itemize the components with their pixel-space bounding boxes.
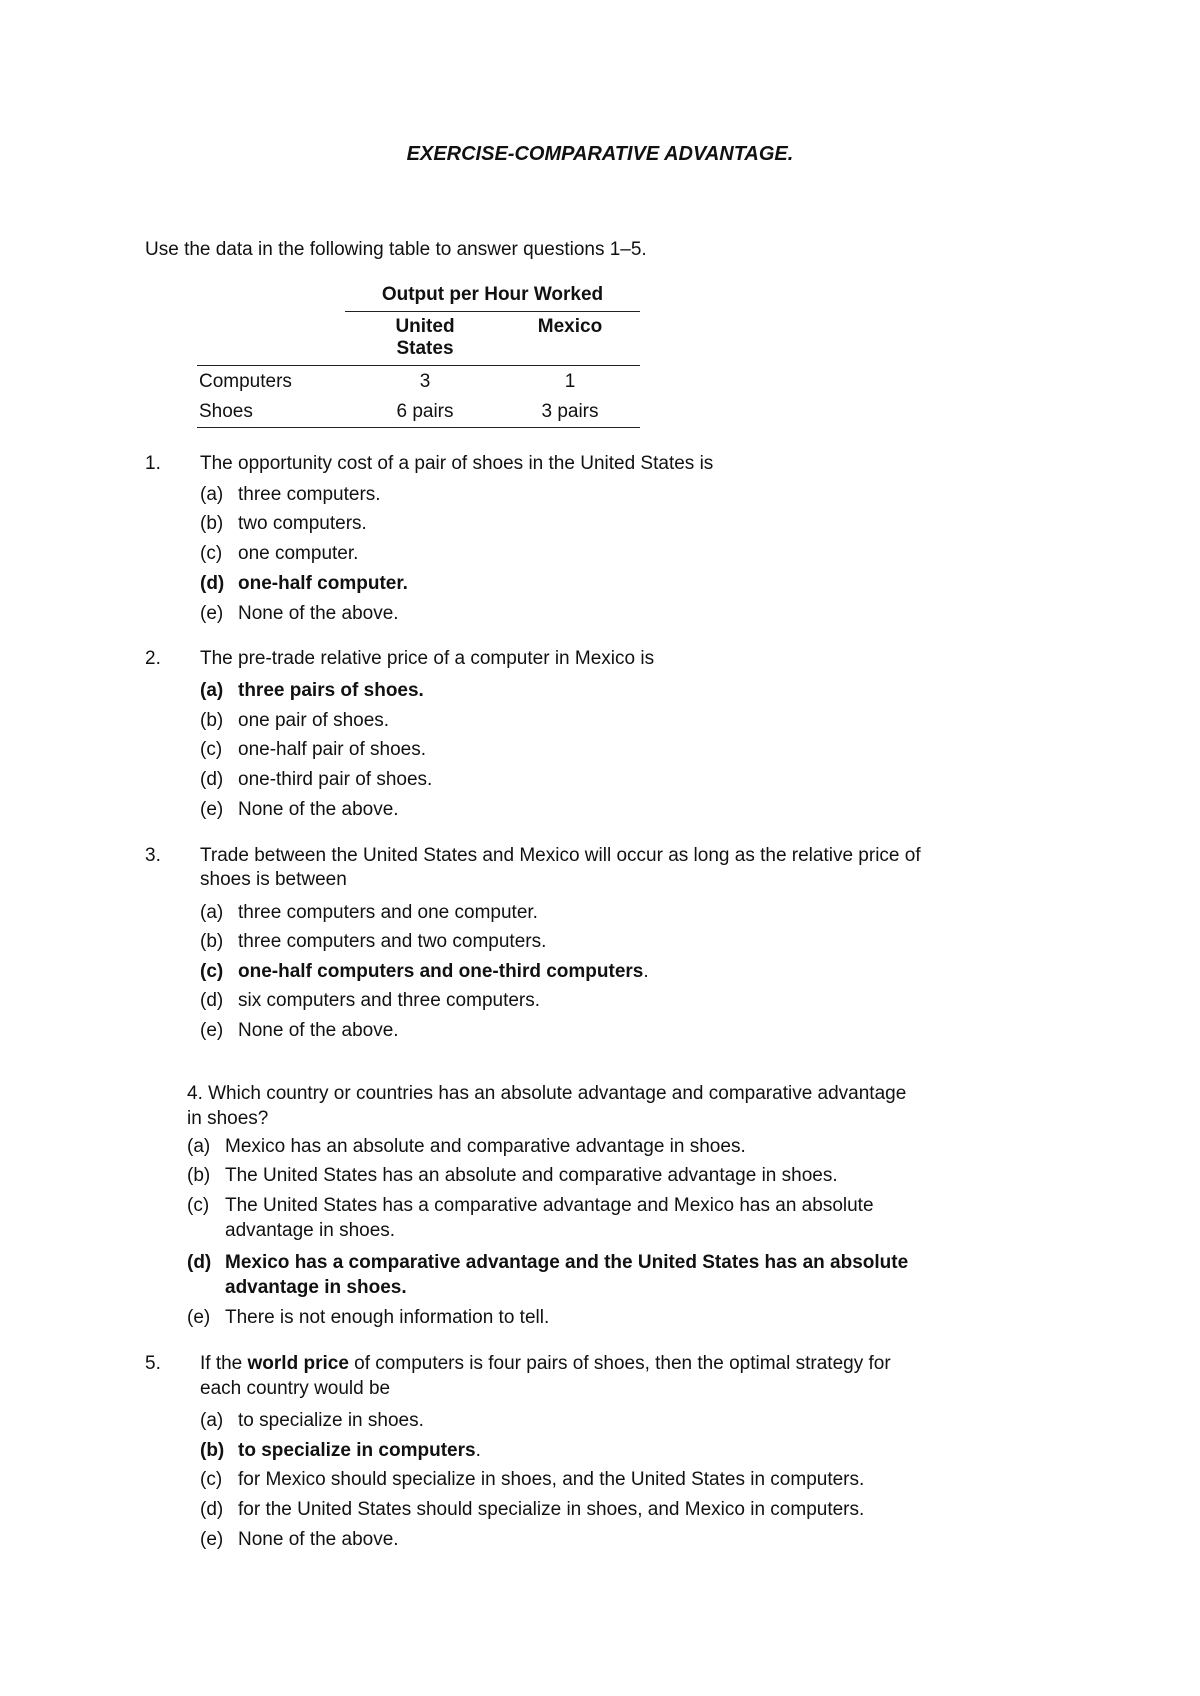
- option-text: Mexico has a comparative advantage and the United States has an absolute: [225, 1252, 909, 1273]
- question-number: 1.: [145, 453, 161, 474]
- cell-mexico: 1: [564, 371, 576, 392]
- option-letter: (e): [200, 799, 224, 820]
- option-letter: (c): [200, 1469, 223, 1490]
- option-letter: (b): [200, 513, 224, 534]
- option-letter: (a): [187, 1136, 211, 1157]
- option-text-line2: advantage in shoes.: [225, 1277, 407, 1298]
- question-number: 3.: [145, 845, 161, 866]
- option-suffix: .: [475, 1440, 481, 1461]
- option-text: one computer.: [238, 543, 359, 564]
- intro-text: Use the data in the following table to answer questions 1–5.: [145, 239, 647, 260]
- question-text: The opportunity cost of a pair of shoes in the United States is: [200, 453, 714, 474]
- option-text: to specialize in shoes.: [238, 1410, 424, 1431]
- column-header-us-line1: United: [395, 316, 455, 337]
- table-caption: Output per Hour Worked: [381, 284, 604, 305]
- option-letter: (a): [200, 680, 224, 701]
- cell-us: 3: [419, 371, 431, 392]
- option-letter: (b): [187, 1165, 211, 1186]
- option-text: The United States has an absolute and comparative advantage in shoes.: [225, 1165, 838, 1186]
- option-text: Mexico has an absolute and comparative advantage in shoes.: [225, 1136, 746, 1157]
- option-letter: (d): [200, 573, 225, 594]
- question-text: The pre-trade relative price of a computer in Mexico is: [200, 648, 655, 669]
- page-title: EXERCISE-COMPARATIVE ADVANTAGE.: [406, 143, 794, 165]
- option-letter: (b): [200, 1440, 225, 1461]
- option-text-line2: advantage in shoes.: [225, 1220, 396, 1241]
- option-text: one pair of shoes.: [238, 710, 390, 731]
- option-text: two computers.: [238, 513, 367, 534]
- option-letter: (a): [200, 1410, 224, 1431]
- question-text-pre: If the: [200, 1353, 248, 1374]
- option-letter: (a): [200, 484, 224, 505]
- option-text: six computers and three computers.: [238, 990, 541, 1011]
- option-text: for the United States should specialize in shoes, and Mexico in computers.: [238, 1499, 865, 1520]
- option-text-bold: to specialize in computers: [238, 1440, 476, 1461]
- question-text-line2: in shoes?: [187, 1108, 269, 1129]
- option-letter: (e): [187, 1307, 211, 1328]
- option-letter: (d): [200, 769, 224, 790]
- option-text: There is not enough information to tell.: [225, 1307, 550, 1328]
- column-header-us-line2: States: [396, 338, 454, 359]
- row-label: Computers: [199, 371, 292, 392]
- cell-mexico: 3 pairs: [541, 401, 599, 422]
- option-letter: (a): [200, 902, 224, 923]
- question-text-post: of computers is four pairs of shoes, then the optimal strategy for: [348, 1353, 891, 1374]
- option-text: for Mexico should specialize in shoes, and the United States in computers.: [238, 1469, 865, 1490]
- option-text-bold: one-half computers and one-third computers: [238, 961, 644, 982]
- option-letter: (d): [200, 990, 224, 1011]
- option-text: one-half pair of shoes.: [238, 739, 427, 760]
- option-text: The United States has a comparative advantage and Mexico has an absolute: [225, 1195, 874, 1216]
- option-letter: (b): [200, 931, 224, 952]
- option-letter: (e): [200, 1020, 224, 1041]
- option-text: three computers and two computers.: [238, 931, 547, 952]
- option-letter: (c): [187, 1195, 210, 1216]
- option-letter: (b): [200, 710, 224, 731]
- question-text-emphasis: world price: [247, 1353, 349, 1374]
- option-text: one-half computer.: [238, 573, 408, 594]
- option-letter: (c): [200, 543, 223, 564]
- row-label: Shoes: [199, 401, 253, 422]
- option-text: [238, 1440, 481, 1462]
- option-letter: (d): [200, 1499, 224, 1520]
- option-text: None of the above.: [238, 1020, 399, 1041]
- question-number: 2.: [145, 648, 161, 669]
- option-letter: (d): [187, 1252, 212, 1273]
- option-text: None of the above.: [238, 799, 399, 820]
- table-header-rule: [197, 365, 640, 366]
- question-text-line1: 4. Which country or countries has an absolute advantage and comparative advantage: [187, 1083, 907, 1104]
- cell-us: 6 pairs: [396, 401, 454, 422]
- question-text-line2: shoes is between: [200, 869, 347, 890]
- option-text: one-third pair of shoes.: [238, 769, 433, 790]
- option-text: three computers.: [238, 484, 381, 505]
- option-text: None of the above.: [238, 603, 399, 624]
- option-text: None of the above.: [238, 1529, 399, 1550]
- question-text-line1: [200, 1353, 891, 1375]
- question-text-line2: each country would be: [200, 1378, 391, 1399]
- option-letter: (c): [200, 739, 223, 760]
- option-text: three pairs of shoes.: [238, 680, 424, 701]
- column-header-mexico: Mexico: [537, 316, 603, 337]
- option-letter: (e): [200, 603, 224, 624]
- option-text: [238, 961, 649, 983]
- option-letter: (e): [200, 1529, 224, 1550]
- question-number: 5.: [145, 1353, 161, 1374]
- table-bottom-rule: [197, 427, 640, 428]
- option-letter: (c): [200, 961, 224, 982]
- option-text: three computers and one computer.: [238, 902, 538, 923]
- table-caption-rule: [345, 311, 640, 312]
- question-text-line1: Trade between the United States and Mexico will occur as long as the relative price of: [200, 845, 921, 866]
- option-suffix: .: [643, 961, 649, 982]
